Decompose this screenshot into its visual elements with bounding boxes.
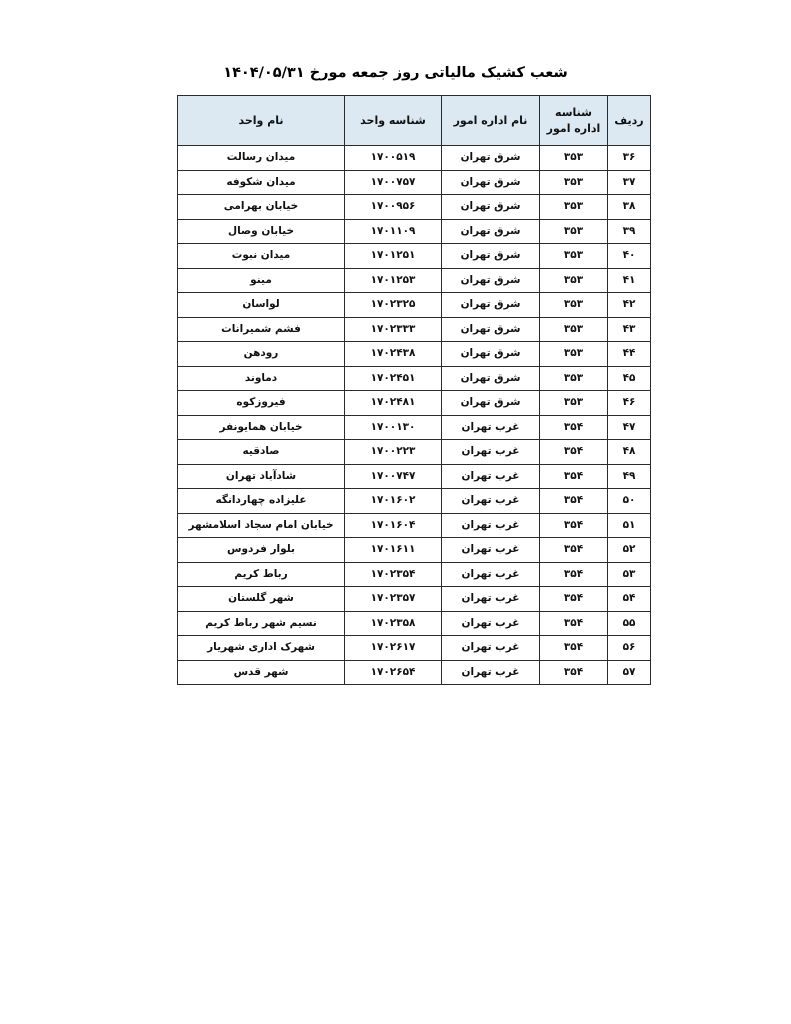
cell-unit-name: صادقیه	[178, 440, 345, 465]
cell-edare-name: شرق تهران	[442, 244, 540, 269]
table-row	[178, 293, 651, 318]
cell-edare-id: ۳۵۴	[540, 440, 608, 465]
cell-radif: ۵۵	[608, 611, 651, 636]
cell-unit-name: میدان شکوفه	[178, 170, 345, 195]
cell-unit-id: ۱۷۰۱۲۵۳	[345, 268, 442, 293]
cell-unit-name: مینو	[178, 268, 345, 293]
cell-edare-id: ۳۵۳	[540, 219, 608, 244]
cell-edare-id: ۳۵۳	[540, 366, 608, 391]
cell-edare-name: شرق تهران	[442, 366, 540, 391]
cell-unit-id: ۱۷۰۲۴۳۸	[345, 342, 442, 367]
cell-edare-name: شرق تهران	[442, 170, 540, 195]
cell-radif: ۵۶	[608, 636, 651, 661]
cell-edare-id: ۳۵۴	[540, 562, 608, 587]
table-row	[178, 587, 651, 612]
cell-edare-name: غرب تهران	[442, 464, 540, 489]
cell-edare-name: غرب تهران	[442, 415, 540, 440]
cell-unit-id: ۱۷۰۲۶۵۴	[345, 660, 442, 685]
cell-radif: ۴۷	[608, 415, 651, 440]
table-row	[178, 611, 651, 636]
cell-radif: ۳۷	[608, 170, 651, 195]
cell-unit-name: شادآباد تهران	[178, 464, 345, 489]
cell-radif: ۵۳	[608, 562, 651, 587]
cell-radif: ۵۰	[608, 489, 651, 514]
table-container	[178, 95, 651, 685]
table-row	[178, 464, 651, 489]
table-row	[178, 391, 651, 416]
cell-radif: ۴۸	[608, 440, 651, 465]
cell-edare-name: غرب تهران	[442, 513, 540, 538]
cell-edare-name: شرق تهران	[442, 391, 540, 416]
tax-branches-table	[177, 95, 651, 685]
column-header-unit-id: شناسه واحد	[345, 96, 442, 146]
table-row	[178, 660, 651, 685]
cell-radif: ۵۷	[608, 660, 651, 685]
table-body	[178, 146, 651, 685]
table-row	[178, 219, 651, 244]
cell-unit-id: ۱۷۰۱۶۱۱	[345, 538, 442, 563]
cell-unit-id: ۱۷۰۲۳۵۸	[345, 611, 442, 636]
cell-edare-id: ۳۵۳	[540, 342, 608, 367]
cell-edare-name: غرب تهران	[442, 489, 540, 514]
cell-edare-id: ۳۵۳	[540, 195, 608, 220]
cell-edare-name: شرق تهران	[442, 219, 540, 244]
cell-edare-id: ۳۵۴	[540, 415, 608, 440]
cell-edare-id: ۳۵۳	[540, 170, 608, 195]
table-row	[178, 489, 651, 514]
cell-unit-name: فشم شمیرانات	[178, 317, 345, 342]
table-row	[178, 636, 651, 661]
cell-unit-id: ۱۷۰۲۳۲۵	[345, 293, 442, 318]
cell-unit-name: شهر قدس	[178, 660, 345, 685]
cell-edare-id: ۳۵۴	[540, 611, 608, 636]
table-row	[178, 244, 651, 269]
column-header-edare-name: نام اداره امور	[442, 96, 540, 146]
cell-radif: ۴۶	[608, 391, 651, 416]
cell-unit-id: ۱۷۰۲۳۵۴	[345, 562, 442, 587]
cell-unit-id: ۱۷۰۲۳۳۳	[345, 317, 442, 342]
cell-unit-id: ۱۷۰۱۲۵۱	[345, 244, 442, 269]
table-row	[178, 440, 651, 465]
cell-edare-id: ۳۵۴	[540, 464, 608, 489]
cell-unit-id: ۱۷۰۲۴۸۱	[345, 391, 442, 416]
cell-unit-name: خیابان وصال	[178, 219, 345, 244]
cell-edare-name: غرب تهران	[442, 440, 540, 465]
cell-unit-name: خیابان امام سجاد اسلامشهر	[178, 513, 345, 538]
table-row	[178, 268, 651, 293]
cell-unit-name: نسیم شهر رباط کریم	[178, 611, 345, 636]
cell-unit-name: لواسان	[178, 293, 345, 318]
cell-edare-id: ۳۵۴	[540, 538, 608, 563]
column-header-radif: ردیف	[608, 96, 651, 146]
cell-unit-name: رودهن	[178, 342, 345, 367]
cell-radif: ۴۹	[608, 464, 651, 489]
cell-edare-id: ۳۵۴	[540, 513, 608, 538]
cell-edare-id: ۳۵۳	[540, 391, 608, 416]
cell-unit-name: شهر گلستان	[178, 587, 345, 612]
cell-edare-name: شرق تهران	[442, 317, 540, 342]
cell-unit-id: ۱۷۰۰۲۲۳	[345, 440, 442, 465]
cell-unit-name: فیروزکوه	[178, 391, 345, 416]
cell-edare-name: غرب تهران	[442, 660, 540, 685]
cell-unit-name: میدان رسالت	[178, 146, 345, 171]
cell-unit-id: ۱۷۰۲۳۵۷	[345, 587, 442, 612]
table-row	[178, 342, 651, 367]
cell-radif: ۴۵	[608, 366, 651, 391]
cell-edare-id: ۳۵۳	[540, 268, 608, 293]
cell-radif: ۳۹	[608, 219, 651, 244]
cell-edare-name: غرب تهران	[442, 538, 540, 563]
cell-edare-name: غرب تهران	[442, 562, 540, 587]
page-title: شعب کشیک مالیاتی روز جمعه مورخ ۱۴۰۴/۰۵/۳۱	[223, 65, 568, 81]
cell-edare-id: ۳۵۴	[540, 489, 608, 514]
cell-edare-id: ۳۵۳	[540, 293, 608, 318]
cell-radif: ۴۲	[608, 293, 651, 318]
cell-edare-name: غرب تهران	[442, 611, 540, 636]
column-header-edare-id: شناسه اداره امور	[540, 96, 608, 146]
cell-unit-id: ۱۷۰۰۷۴۷	[345, 464, 442, 489]
cell-edare-name: شرق تهران	[442, 146, 540, 171]
cell-edare-id: ۳۵۴	[540, 636, 608, 661]
cell-edare-id: ۳۵۴	[540, 587, 608, 612]
table-row	[178, 195, 651, 220]
table-row	[178, 513, 651, 538]
cell-radif: ۴۴	[608, 342, 651, 367]
cell-unit-id: ۱۷۰۱۶۰۲	[345, 489, 442, 514]
cell-edare-id: ۳۵۳	[540, 244, 608, 269]
cell-radif: ۴۰	[608, 244, 651, 269]
cell-radif: ۳۶	[608, 146, 651, 171]
cell-unit-name: خیابان بهرامی	[178, 195, 345, 220]
cell-unit-id: ۱۷۰۲۴۵۱	[345, 366, 442, 391]
cell-radif: ۳۸	[608, 195, 651, 220]
table-row	[178, 366, 651, 391]
table-header	[178, 96, 651, 146]
cell-unit-id: ۱۷۰۱۶۰۴	[345, 513, 442, 538]
cell-edare-name: غرب تهران	[442, 636, 540, 661]
cell-unit-name: بلوار فردوس	[178, 538, 345, 563]
cell-radif: ۵۴	[608, 587, 651, 612]
table-row	[178, 317, 651, 342]
cell-unit-name: دماوند	[178, 366, 345, 391]
cell-edare-id: ۳۵۴	[540, 660, 608, 685]
cell-unit-id: ۱۷۰۱۱۰۹	[345, 219, 442, 244]
cell-edare-name: شرق تهران	[442, 195, 540, 220]
cell-radif: ۵۱	[608, 513, 651, 538]
cell-edare-name: شرق تهران	[442, 293, 540, 318]
cell-unit-id: ۱۷۰۰۹۵۶	[345, 195, 442, 220]
cell-unit-id: ۱۷۰۰۷۵۷	[345, 170, 442, 195]
cell-edare-name: شرق تهران	[442, 342, 540, 367]
cell-unit-id: ۱۷۰۰۱۳۰	[345, 415, 442, 440]
column-header-unit-name: نام واحد	[178, 96, 345, 146]
cell-unit-id: ۱۷۰۰۵۱۹	[345, 146, 442, 171]
cell-edare-id: ۳۵۳	[540, 146, 608, 171]
cell-unit-name: شهرک اداری شهریار	[178, 636, 345, 661]
cell-unit-id: ۱۷۰۲۶۱۷	[345, 636, 442, 661]
cell-radif: ۴۱	[608, 268, 651, 293]
cell-unit-name: خیابان همایونفر	[178, 415, 345, 440]
table-row	[178, 562, 651, 587]
cell-unit-name: علیزاده چهاردانگه	[178, 489, 345, 514]
cell-unit-name: رباط کریم	[178, 562, 345, 587]
cell-radif: ۴۳	[608, 317, 651, 342]
table-row	[178, 146, 651, 171]
cell-radif: ۵۲	[608, 538, 651, 563]
table-row	[178, 538, 651, 563]
cell-edare-name: شرق تهران	[442, 268, 540, 293]
cell-edare-name: غرب تهران	[442, 587, 540, 612]
table-header-row	[178, 96, 651, 146]
table-row	[178, 415, 651, 440]
table-row	[178, 170, 651, 195]
cell-edare-id: ۳۵۳	[540, 317, 608, 342]
cell-unit-name: میدان نبوت	[178, 244, 345, 269]
